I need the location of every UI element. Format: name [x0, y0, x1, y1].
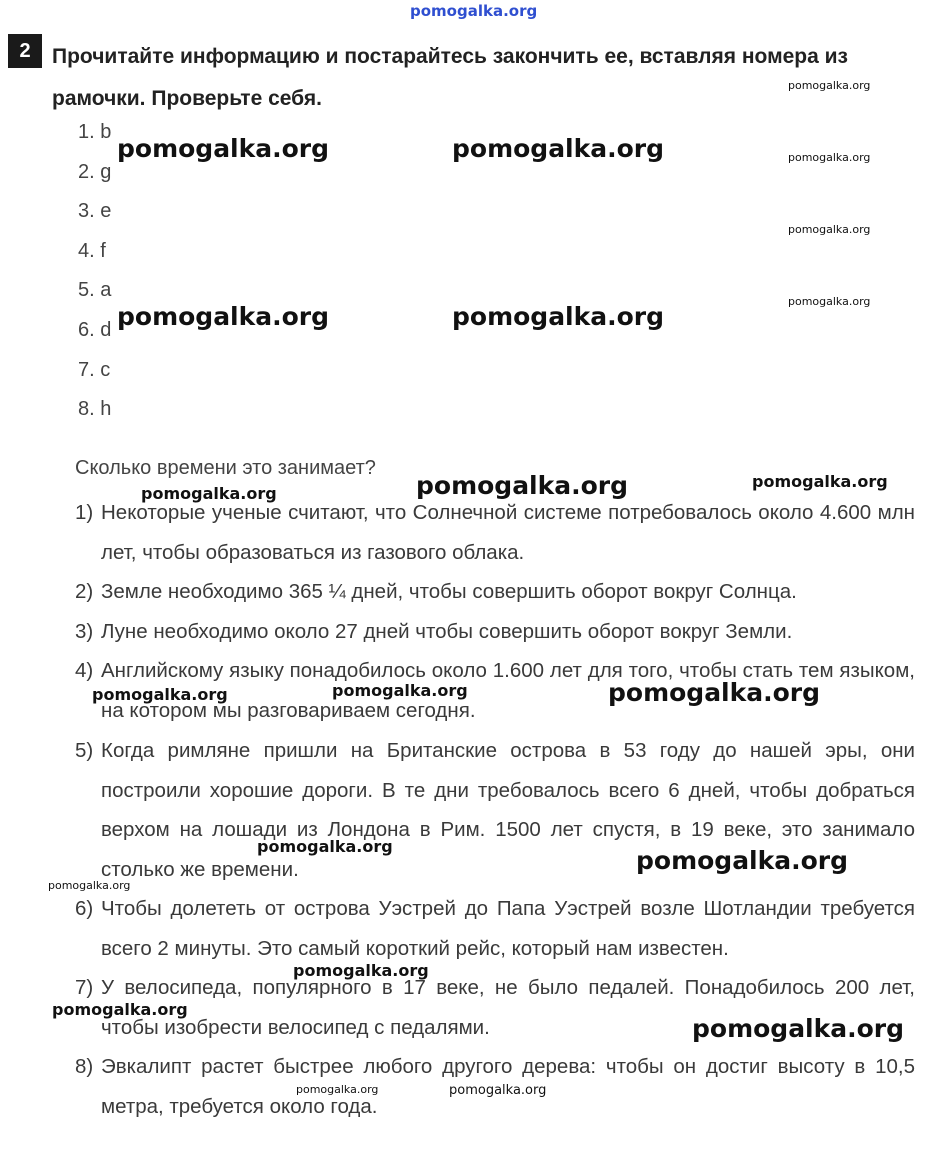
- fact-text: Чтобы долететь от острова Уэстрей до Папа Уэстрей возле Шотландии требуется всего 2 минуты. Это самый короткий рейс, который нам известен.: [101, 897, 915, 960]
- fact-item: [75, 889, 915, 968]
- answer-list: [78, 115, 111, 432]
- fact-text: Эвкалипт растет быстрее любого другого дерева: чтобы он достиг высоту в 10,5 метра, требуется около года.: [101, 1055, 915, 1118]
- fact-number: 3): [75, 620, 94, 643]
- fact-item: [75, 493, 915, 572]
- fact-item: [75, 612, 915, 652]
- fact-text: Луне необходимо около 27 дней чтобы совершить оборот вокруг Земли.: [101, 620, 793, 643]
- watermark: pomogalka.org: [608, 678, 821, 707]
- watermark: pomogalka.org: [788, 223, 871, 236]
- watermark: pomogalka.org: [452, 302, 665, 331]
- watermark: pomogalka.org: [257, 837, 393, 856]
- fact-number: 4): [75, 659, 94, 682]
- watermark: pomogalka.org: [296, 1083, 379, 1096]
- answer-item: 2. g: [78, 160, 112, 183]
- watermark: pomogalka.org: [788, 151, 871, 164]
- fact-number: 5): [75, 739, 94, 762]
- fact-text: Английскому языку понадобилось около 1.600 лет для того, чтобы стать тем языком, на котором мы разговариваем сегодня.: [101, 659, 915, 722]
- watermark: pomogalka.org: [332, 681, 468, 700]
- fact-text: Земле необходимо 365 ¼ дней, чтобы совершить оборот вокруг Солнца.: [101, 580, 797, 603]
- header-watermark: pomogalka.org: [410, 2, 538, 20]
- answer-item: 3. e: [78, 200, 112, 223]
- watermark: pomogalka.org: [141, 484, 277, 503]
- watermark: pomogalka.org: [117, 302, 330, 331]
- watermark: pomogalka.org: [117, 134, 330, 163]
- task-number-badge: 2: [8, 34, 42, 68]
- fact-number: 7): [75, 976, 94, 999]
- answer-item: 5. a: [78, 279, 112, 302]
- watermark: pomogalka.org: [452, 134, 665, 163]
- answer-item: 6. d: [78, 318, 112, 341]
- fact-number: 2): [75, 580, 94, 603]
- fact-number: 8): [75, 1055, 94, 1078]
- question-heading: Сколько времени это занимает?: [75, 457, 376, 479]
- watermark: pomogalka.org: [416, 471, 629, 500]
- fact-number: 1): [75, 501, 94, 524]
- fact-text: Некоторые ученые считают, что Солнечной системе потребовалось около 4.600 млн лет, чтобы образоваться из газового облака.: [101, 501, 915, 564]
- answer-item: 4. f: [78, 239, 106, 262]
- watermark: pomogalka.org: [449, 1083, 547, 1098]
- watermark: pomogalka.org: [636, 846, 849, 875]
- fact-item: [75, 572, 915, 612]
- answer-item: 1. b: [78, 121, 112, 143]
- task-title: Прочитайте информацию и постарайтесь закончить ее, вставляя номера из рамочки. Проверьте себя.: [52, 45, 848, 110]
- fact-number: 6): [75, 897, 94, 920]
- watermark: pomogalka.org: [752, 472, 888, 491]
- watermark: pomogalka.org: [52, 1000, 188, 1019]
- watermark: pomogalka.org: [692, 1014, 905, 1043]
- watermark: pomogalka.org: [92, 685, 228, 704]
- watermark: pomogalka.org: [293, 961, 429, 980]
- answer-item: 7. c: [78, 358, 111, 381]
- watermark: pomogalka.org: [788, 79, 871, 92]
- answer-item: 8. h: [78, 398, 112, 421]
- fact-text: У велосипеда, популярного в 17 веке, не было педалей. Понадобилось 200 лет, чтобы изобрести велосипед с педалями.: [101, 976, 915, 1039]
- watermark: pomogalka.org: [788, 295, 871, 308]
- fact-text: Когда римляне пришли на Британские острова в 53 году до нашей эры, они построили хорошие дороги. В те дни требовалось всего 6 дней, чтобы добраться верхом на лошади из Лондона в Рим. 1500 лет спустя, в 19 веке, это занимало столько же времени.: [101, 739, 915, 881]
- watermark: pomogalka.org: [48, 879, 131, 892]
